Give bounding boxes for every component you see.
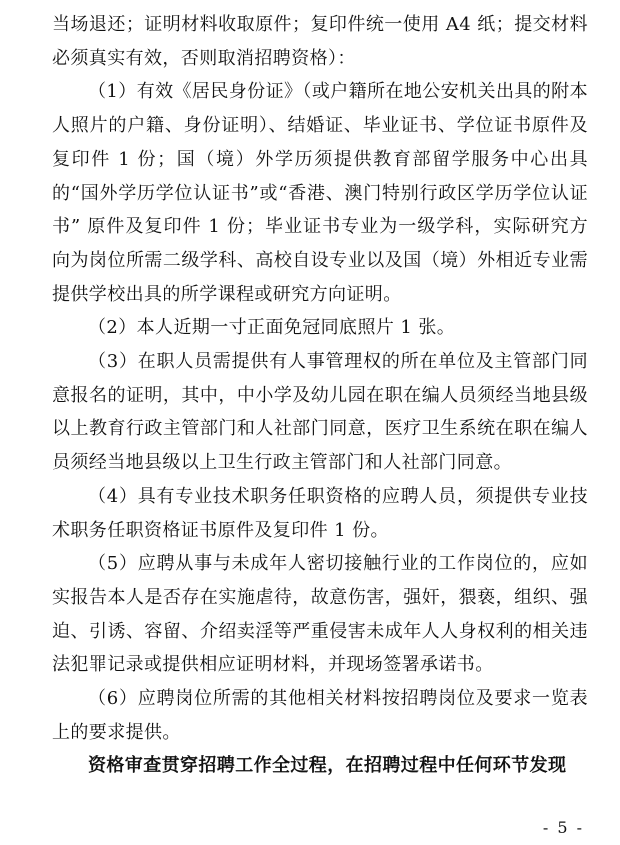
paragraph-item-6-other-materials: （6）应聘岗位所需的其他相关材料按招聘岗位及要求一览表上的要求提供。 <box>52 688 588 743</box>
page-number: - 5 - <box>542 818 584 837</box>
paragraph-item-3-employer-consent: （3）在职人员需提供有人事管理权的所在单位及主管部门同意报名的证明，其中，中小学及幼儿园在职在编人员须经当地县级以上教育行政主管部门和人社部门同意，医疗卫生系统在职在编人员须经当地县级以上卫生行政主管部门和人社部门同意。 <box>52 351 588 474</box>
paragraph-materials-intro: 当场退还；证明材料收取原件；复印件统一使用 A4 纸；提交材料必须真实有效，否则取消招聘资格）： <box>52 14 588 69</box>
paragraph-item-5-minor-contact-record: （5）应聘从事与未成年人密切接触行业的工作岗位的，应如实报告本人是否存在实施虐待，故意伤害，强奸，猥亵，组织、强迫、引诱、容留、介绍卖淫等严重侵害未成年人人身权利的相关违法犯罪记录或提供相应证明材料，并现场签署承诺书。 <box>52 553 588 676</box>
document-body <box>52 8 588 783</box>
paragraph-item-4-professional-title: （4）具有专业技术职务任职资格的应聘人员，须提供专业技术职务任职资格证书原件及复印件 1 份。 <box>52 485 588 541</box>
paragraph-item-1-id-documents: （1）有效《居民身份证》（或户籍所在地公安机关出具的附本人照片的户籍、身份证明）、结婚证、毕业证书、学位证书原件及复印件 1 份；国（境）外学历须提供教育部留学服务中心出具的“国外学历学位认证书”或“香港、澳门特别行政区学历学位认证书” 原件及复印件 1 份；毕业证书专业为一级学科，实际研究方向为岗位所需二级学科、高校自设专业以及国（境）外相近专业需提供学校出具的所学课程或研究方向证明。 <box>52 81 588 305</box>
paragraph-qualification-review: 资格审查贯穿招聘工作全过程，在招聘过程中任何环节发现 <box>88 755 567 777</box>
paragraph-item-2-photo: （2）本人近期一寸正面免冠同底照片 1 张。 <box>88 317 456 339</box>
